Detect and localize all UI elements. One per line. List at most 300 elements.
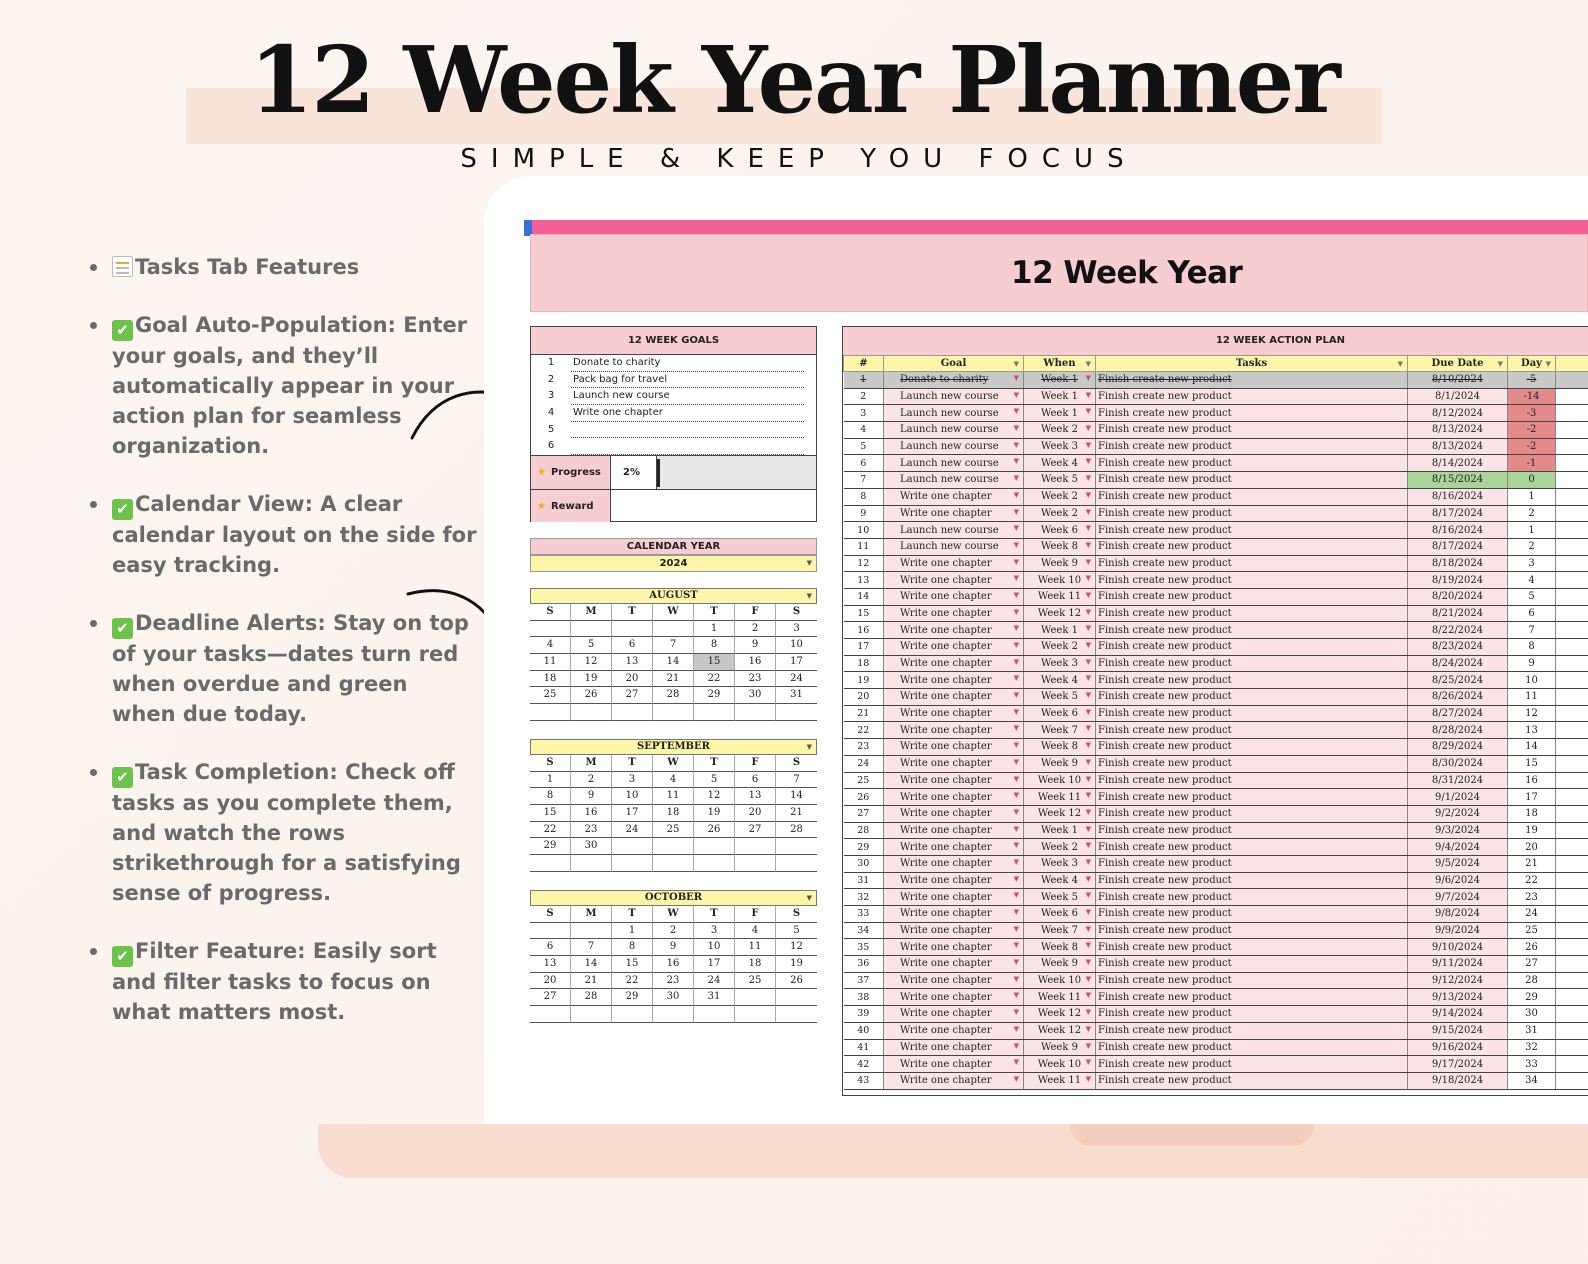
due-date-cell[interactable]: 8/16/2024 <box>1408 522 1508 539</box>
task-cell[interactable]: Finish create new product <box>1096 472 1408 489</box>
completion-checkbox[interactable] <box>1556 488 1588 505</box>
completion-checkbox[interactable] <box>1556 939 1588 956</box>
goal-dropdown[interactable]: Launch new course ▼ <box>884 388 1024 405</box>
goal-dropdown[interactable]: Write one chapter ▼ <box>884 555 1024 572</box>
goal-dropdown[interactable]: Write one chapter ▼ <box>884 972 1024 989</box>
calendar-year-select[interactable]: 2024 ▼ <box>530 555 817 572</box>
week-dropdown[interactable]: Week 1 ▼ <box>1024 372 1096 389</box>
week-dropdown[interactable]: Week 10 ▼ <box>1024 572 1096 589</box>
due-date-cell[interactable]: 9/12/2024 <box>1408 972 1508 989</box>
week-dropdown[interactable]: Week 1 ▼ <box>1024 622 1096 639</box>
check-icon: ✔ <box>112 767 133 788</box>
completion-checkbox[interactable] <box>1556 572 1588 589</box>
goal-dropdown[interactable]: Write one chapter ▼ <box>884 722 1024 739</box>
week-dropdown[interactable]: Week 6 ▼ <box>1024 705 1096 722</box>
task-cell[interactable]: Finish create new product <box>1096 822 1408 839</box>
goal-input[interactable] <box>571 422 804 439</box>
week-dropdown[interactable]: Week 8 ▼ <box>1024 939 1096 956</box>
days-left-cell: 21 <box>1508 855 1556 872</box>
goal-dropdown[interactable]: Write one chapter ▼ <box>884 655 1024 672</box>
task-cell[interactable]: Finish create new product <box>1096 956 1408 973</box>
calendar-day: 28 <box>776 822 817 839</box>
calendar-day: 15 <box>530 805 571 822</box>
column-header[interactable]: When ▼ <box>1024 356 1096 372</box>
week-dropdown[interactable]: Week 12 ▼ <box>1024 1006 1096 1023</box>
reward-input[interactable] <box>611 490 816 522</box>
dropdown-arrow-icon: ▼ <box>1013 941 1019 950</box>
goal-input[interactable]: Write one chapter <box>571 405 804 422</box>
completion-checkbox[interactable] <box>1556 372 1588 389</box>
task-cell[interactable]: Finish create new product <box>1096 872 1408 889</box>
due-date-cell[interactable]: 9/1/2024 <box>1408 789 1508 806</box>
completion-checkbox[interactable] <box>1556 989 1588 1006</box>
goal-dropdown[interactable]: Write one chapter ▼ <box>884 739 1024 756</box>
calendar-day: 19 <box>776 956 817 973</box>
dropdown-arrow-icon: ▼ <box>1085 824 1091 833</box>
month-select[interactable]: AUGUST ▼ <box>530 588 817 604</box>
completion-checkbox[interactable] <box>1556 956 1588 973</box>
goal-dropdown[interactable]: Write one chapter ▼ <box>884 889 1024 906</box>
week-dropdown[interactable]: Week 6 ▼ <box>1024 522 1096 539</box>
completion-checkbox[interactable] <box>1556 522 1588 539</box>
due-date-cell[interactable]: 9/2/2024 <box>1408 805 1508 822</box>
dropdown-arrow-icon: ▼ <box>1013 374 1019 382</box>
due-date-cell[interactable]: 8/17/2024 <box>1408 538 1508 555</box>
due-date-cell[interactable]: 9/14/2024 <box>1408 1006 1508 1023</box>
due-date-cell[interactable]: 9/18/2024 <box>1408 1072 1508 1089</box>
completion-checkbox[interactable] <box>1556 872 1588 889</box>
table-row <box>844 872 1588 889</box>
task-cell[interactable]: Finish create new product <box>1096 722 1408 739</box>
goal-dropdown[interactable]: Launch new course ▼ <box>884 422 1024 439</box>
week-dropdown[interactable]: Week 3 ▼ <box>1024 438 1096 455</box>
week-dropdown[interactable]: Week 10 ▼ <box>1024 1056 1096 1073</box>
due-date-cell[interactable]: 8/27/2024 <box>1408 705 1508 722</box>
week-dropdown[interactable]: Week 12 ▼ <box>1024 805 1096 822</box>
calendar-day: 26 <box>776 973 817 990</box>
task-cell[interactable]: Finish create new product <box>1096 689 1408 706</box>
calendar-day: 5 <box>571 637 612 654</box>
task-cell[interactable]: Finish create new product <box>1096 422 1408 439</box>
calendar-day: 29 <box>694 687 735 704</box>
task-cell[interactable]: Finish create new product <box>1096 789 1408 806</box>
row-number: 18 <box>844 655 884 672</box>
task-cell[interactable]: Finish create new product <box>1096 405 1408 422</box>
completion-checkbox[interactable] <box>1556 906 1588 923</box>
completion-checkbox[interactable] <box>1556 972 1588 989</box>
goal-dropdown[interactable]: Write one chapter ▼ <box>884 588 1024 605</box>
completion-checkbox[interactable] <box>1556 1006 1588 1023</box>
completion-checkbox[interactable] <box>1556 705 1588 722</box>
calendar-day: 12 <box>776 939 817 956</box>
task-cell[interactable]: Finish create new product <box>1096 772 1408 789</box>
due-date-cell[interactable]: 9/13/2024 <box>1408 989 1508 1006</box>
goal-dropdown[interactable]: Write one chapter ▼ <box>884 772 1024 789</box>
table-row <box>844 555 1588 572</box>
completion-checkbox[interactable] <box>1556 689 1588 706</box>
task-cell[interactable]: Finish create new product <box>1096 889 1408 906</box>
completion-checkbox[interactable] <box>1556 805 1588 822</box>
row-number: 42 <box>844 1056 884 1073</box>
month-select[interactable]: SEPTEMBER ▼ <box>530 739 817 755</box>
completion-checkbox[interactable] <box>1556 505 1588 522</box>
due-date-cell[interactable]: 8/21/2024 <box>1408 605 1508 622</box>
week-dropdown[interactable]: Week 5 ▼ <box>1024 689 1096 706</box>
dropdown-arrow-icon: ▼ <box>1085 490 1091 499</box>
dropdown-arrow-icon: ▼ <box>1013 958 1019 967</box>
week-dropdown[interactable]: Week 1 ▼ <box>1024 405 1096 422</box>
week-dropdown[interactable]: Week 6 ▼ <box>1024 906 1096 923</box>
goal-dropdown[interactable]: Write one chapter ▼ <box>884 639 1024 656</box>
row-number: 29 <box>844 839 884 856</box>
goals-heading: 12 WEEK GOALS <box>531 327 816 355</box>
completion-checkbox[interactable] <box>1556 722 1588 739</box>
week-dropdown[interactable]: Week 1 ▼ <box>1024 388 1096 405</box>
action-plan-table <box>843 355 1588 1090</box>
goal-dropdown[interactable]: Write one chapter ▼ <box>884 789 1024 806</box>
days-left-cell: -1 <box>1508 455 1556 472</box>
goal-dropdown[interactable]: Write one chapter ▼ <box>884 505 1024 522</box>
row-number: 31 <box>844 872 884 889</box>
task-cell[interactable]: Finish create new product <box>1096 455 1408 472</box>
completion-checkbox[interactable] <box>1556 822 1588 839</box>
week-dropdown[interactable]: Week 4 ▼ <box>1024 672 1096 689</box>
calendar-day <box>530 923 571 940</box>
table-row <box>844 789 1588 806</box>
task-cell[interactable]: Finish create new product <box>1096 388 1408 405</box>
week-dropdown[interactable]: Week 11 ▼ <box>1024 1072 1096 1089</box>
week-dropdown[interactable]: Week 11 ▼ <box>1024 789 1096 806</box>
due-date-cell[interactable]: 8/17/2024 <box>1408 505 1508 522</box>
goal-input[interactable] <box>571 438 804 455</box>
due-date-cell[interactable]: 8/10/2024 <box>1408 372 1508 389</box>
goal-dropdown[interactable]: Write one chapter ▼ <box>884 839 1024 856</box>
completion-checkbox[interactable] <box>1556 655 1588 672</box>
goal-dropdown[interactable]: Write one chapter ▼ <box>884 755 1024 772</box>
goal-dropdown[interactable]: Write one chapter ▼ <box>884 622 1024 639</box>
task-cell[interactable]: Finish create new product <box>1096 1056 1408 1073</box>
task-cell[interactable]: Finish create new product <box>1096 672 1408 689</box>
task-cell[interactable]: Finish create new product <box>1096 488 1408 505</box>
due-date-cell[interactable]: 9/15/2024 <box>1408 1022 1508 1039</box>
due-date-cell[interactable]: 8/13/2024 <box>1408 422 1508 439</box>
due-date-cell[interactable]: 8/22/2024 <box>1408 622 1508 639</box>
completion-checkbox[interactable] <box>1556 1022 1588 1039</box>
task-cell[interactable]: Finish create new product <box>1096 655 1408 672</box>
goal-dropdown[interactable]: Write one chapter ▼ <box>884 1022 1024 1039</box>
column-header[interactable]: Tasks ▼ <box>1096 356 1408 372</box>
task-cell[interactable]: Finish create new product <box>1096 739 1408 756</box>
column-header[interactable]: Due Date ▼ <box>1408 356 1508 372</box>
week-dropdown[interactable]: Week 9 ▼ <box>1024 755 1096 772</box>
goal-dropdown[interactable]: Write one chapter ▼ <box>884 906 1024 923</box>
due-date-cell[interactable]: 8/26/2024 <box>1408 689 1508 706</box>
days-left-cell: 33 <box>1508 1056 1556 1073</box>
completion-checkbox[interactable] <box>1556 438 1588 455</box>
column-header[interactable]: Day ▼ <box>1508 356 1556 372</box>
completion-checkbox[interactable] <box>1556 1072 1588 1089</box>
due-date-cell[interactable]: 8/1/2024 <box>1408 388 1508 405</box>
completion-checkbox[interactable] <box>1556 1039 1588 1056</box>
days-left-cell: 3 <box>1508 555 1556 572</box>
due-date-cell[interactable]: 9/4/2024 <box>1408 839 1508 856</box>
filter-icon[interactable]: ▼ <box>1085 359 1091 368</box>
due-date-cell[interactable]: 9/8/2024 <box>1408 906 1508 923</box>
dropdown-arrow-icon: ▼ <box>1085 741 1091 750</box>
completion-checkbox[interactable] <box>1556 922 1588 939</box>
completion-checkbox[interactable] <box>1556 889 1588 906</box>
goal-number: 3 <box>547 390 555 402</box>
goal-dropdown[interactable]: Launch new course ▼ <box>884 472 1024 489</box>
column-header[interactable]: # <box>844 356 884 372</box>
goal-dropdown[interactable]: Write one chapter ▼ <box>884 805 1024 822</box>
task-cell[interactable]: Finish create new product <box>1096 572 1408 589</box>
table-row <box>844 1006 1588 1023</box>
calendar-day: 21 <box>571 973 612 990</box>
week-dropdown[interactable]: Week 11 ▼ <box>1024 588 1096 605</box>
goal-dropdown[interactable]: Write one chapter ▼ <box>884 1006 1024 1023</box>
row-number: 32 <box>844 889 884 906</box>
goal-dropdown[interactable]: Write one chapter ▼ <box>884 922 1024 939</box>
week-dropdown[interactable]: Week 2 ▼ <box>1024 505 1096 522</box>
dropdown-arrow-icon: ▼ <box>1085 1024 1091 1033</box>
goal-dropdown[interactable]: Write one chapter ▼ <box>884 872 1024 889</box>
due-date-cell[interactable]: 8/25/2024 <box>1408 672 1508 689</box>
due-date-cell[interactable]: 8/16/2024 <box>1408 488 1508 505</box>
due-date-cell[interactable]: 8/13/2024 <box>1408 438 1508 455</box>
month-select[interactable]: OCTOBER ▼ <box>530 890 817 906</box>
due-date-cell[interactable]: 8/15/2024 <box>1408 472 1508 489</box>
goal-dropdown[interactable]: Write one chapter ▼ <box>884 822 1024 839</box>
row-number: 16 <box>844 622 884 639</box>
goal-dropdown[interactable]: Write one chapter ▼ <box>884 989 1024 1006</box>
completion-checkbox[interactable] <box>1556 789 1588 806</box>
due-date-cell[interactable]: 8/30/2024 <box>1408 755 1508 772</box>
task-cell[interactable]: Finish create new product <box>1096 755 1408 772</box>
task-cell[interactable]: Finish create new product <box>1096 538 1408 555</box>
week-dropdown[interactable]: Week 10 ▼ <box>1024 772 1096 789</box>
task-cell[interactable]: Finish create new product <box>1096 906 1408 923</box>
due-date-cell[interactable]: 8/18/2024 <box>1408 555 1508 572</box>
week-dropdown[interactable]: Week 2 ▼ <box>1024 488 1096 505</box>
filter-icon[interactable]: ▼ <box>1545 359 1551 368</box>
due-date-cell[interactable]: 8/19/2024 <box>1408 572 1508 589</box>
week-dropdown[interactable]: Week 11 ▼ <box>1024 989 1096 1006</box>
goal-dropdown[interactable]: Launch new course ▼ <box>884 455 1024 472</box>
calendar-day <box>612 838 653 855</box>
dropdown-arrow-icon: ▼ <box>1013 557 1019 566</box>
goal-input[interactable]: Launch new course <box>571 388 804 405</box>
goal-dropdown[interactable]: Write one chapter ▼ <box>884 1072 1024 1089</box>
table-row <box>844 488 1588 505</box>
week-dropdown[interactable]: Week 7 ▼ <box>1024 922 1096 939</box>
calendar-day <box>612 704 653 721</box>
goal-dropdown[interactable]: Write one chapter ▼ <box>884 705 1024 722</box>
completion-checkbox[interactable] <box>1556 855 1588 872</box>
completion-checkbox[interactable] <box>1556 455 1588 472</box>
task-cell[interactable]: Finish create new product <box>1096 855 1408 872</box>
week-dropdown[interactable]: Week 9 ▼ <box>1024 555 1096 572</box>
goal-dropdown[interactable]: Launch new course ▼ <box>884 522 1024 539</box>
week-dropdown[interactable]: Week 2 ▼ <box>1024 839 1096 856</box>
goals-panel <box>530 326 817 522</box>
calendar-day: 14 <box>776 788 817 805</box>
accent-bar <box>524 220 1588 234</box>
goal-dropdown[interactable]: Launch new course ▼ <box>884 405 1024 422</box>
task-cell[interactable]: Finish create new product <box>1096 555 1408 572</box>
goal-dropdown[interactable]: Write one chapter ▼ <box>884 855 1024 872</box>
completion-checkbox[interactable] <box>1556 639 1588 656</box>
calendar-day: 25 <box>530 687 571 704</box>
week-dropdown[interactable]: Week 3 ▼ <box>1024 855 1096 872</box>
task-cell[interactable]: Finish create new product <box>1096 622 1408 639</box>
table-row <box>844 438 1588 455</box>
task-cell[interactable]: Finish create new product <box>1096 372 1408 389</box>
task-cell[interactable]: Finish create new product <box>1096 1022 1408 1039</box>
filter-icon[interactable]: ▼ <box>1497 359 1503 368</box>
dropdown-arrow-icon: ▼ <box>1085 1074 1091 1083</box>
due-date-cell[interactable]: 9/3/2024 <box>1408 822 1508 839</box>
week-dropdown[interactable]: Week 8 ▼ <box>1024 739 1096 756</box>
completion-checkbox[interactable] <box>1556 472 1588 489</box>
completion-checkbox[interactable] <box>1556 755 1588 772</box>
week-dropdown[interactable]: Week 4 ▼ <box>1024 455 1096 472</box>
goal-dropdown[interactable]: Write one chapter ▼ <box>884 1056 1024 1073</box>
week-dropdown[interactable]: Week 3 ▼ <box>1024 655 1096 672</box>
feature-text: Deadline Alerts: Stay on top of your tasks—dates turn red when overdue and green when due today. <box>112 611 469 726</box>
completion-checkbox[interactable] <box>1556 839 1588 856</box>
calendar-day <box>571 621 612 638</box>
goal-input[interactable]: Donate to charity <box>571 355 804 372</box>
task-cell[interactable]: Finish create new product <box>1096 1006 1408 1023</box>
sheet-banner <box>530 234 1588 312</box>
column-header[interactable]: Goal ▼ <box>884 356 1024 372</box>
calendar-day: 8 <box>694 637 735 654</box>
goal-dropdown[interactable]: Write one chapter ▼ <box>884 939 1024 956</box>
week-dropdown[interactable]: Week 2 ▼ <box>1024 639 1096 656</box>
week-dropdown[interactable]: Week 1 ▼ <box>1024 822 1096 839</box>
task-cell[interactable]: Finish create new product <box>1096 1039 1408 1056</box>
week-dropdown[interactable]: Week 9 ▼ <box>1024 1039 1096 1056</box>
completion-checkbox[interactable] <box>1556 772 1588 789</box>
completion-checkbox[interactable] <box>1556 588 1588 605</box>
row-number: 33 <box>844 906 884 923</box>
goal-dropdown[interactable]: Donate to charity ▼ <box>884 372 1024 389</box>
week-dropdown[interactable]: Week 5 ▼ <box>1024 472 1096 489</box>
filter-icon[interactable]: ▼ <box>1013 359 1019 368</box>
task-cell[interactable]: Finish create new product <box>1096 939 1408 956</box>
dropdown-arrow-icon: ▼ <box>1085 374 1091 382</box>
table-row <box>844 722 1588 739</box>
week-dropdown[interactable]: Week 5 ▼ <box>1024 889 1096 906</box>
task-cell[interactable]: Finish create new product <box>1096 805 1408 822</box>
week-dropdown[interactable]: Week 8 ▼ <box>1024 538 1096 555</box>
goal-input[interactable]: Pack bag for travel <box>571 372 804 389</box>
task-cell[interactable]: Finish create new product <box>1096 972 1408 989</box>
due-date-cell[interactable]: 8/24/2024 <box>1408 655 1508 672</box>
week-dropdown[interactable]: Week 10 ▼ <box>1024 972 1096 989</box>
goal-dropdown[interactable]: Launch new course ▼ <box>884 438 1024 455</box>
goal-dropdown[interactable]: Write one chapter ▼ <box>884 488 1024 505</box>
due-date-cell[interactable]: 9/16/2024 <box>1408 1039 1508 1056</box>
dropdown-arrow-icon: ▼ <box>1013 974 1019 983</box>
completion-checkbox[interactable] <box>1556 388 1588 405</box>
completion-checkbox[interactable] <box>1556 1056 1588 1073</box>
due-date-cell[interactable]: 8/12/2024 <box>1408 405 1508 422</box>
task-cell[interactable]: Finish create new product <box>1096 639 1408 656</box>
filter-icon[interactable]: ▼ <box>1397 359 1403 368</box>
due-date-cell[interactable]: 9/10/2024 <box>1408 939 1508 956</box>
due-date-cell[interactable]: 9/9/2024 <box>1408 922 1508 939</box>
due-date-cell[interactable]: 9/5/2024 <box>1408 855 1508 872</box>
completion-checkbox[interactable] <box>1556 555 1588 572</box>
days-left-cell: 4 <box>1508 572 1556 589</box>
row-number: 15 <box>844 605 884 622</box>
due-date-cell[interactable]: 9/6/2024 <box>1408 872 1508 889</box>
task-cell[interactable]: Finish create new product <box>1096 1072 1408 1089</box>
week-dropdown[interactable]: Week 12 ▼ <box>1024 605 1096 622</box>
completion-checkbox[interactable] <box>1556 605 1588 622</box>
calendar-day: 19 <box>571 671 612 688</box>
task-cell[interactable]: Finish create new product <box>1096 505 1408 522</box>
due-date-cell[interactable]: 8/20/2024 <box>1408 588 1508 605</box>
goal-dropdown[interactable]: Write one chapter ▼ <box>884 672 1024 689</box>
completion-checkbox[interactable] <box>1556 622 1588 639</box>
completion-checkbox[interactable] <box>1556 739 1588 756</box>
goal-dropdown[interactable]: Write one chapter ▼ <box>884 605 1024 622</box>
dropdown-arrow-icon: ▼ <box>806 591 812 600</box>
goal-dropdown[interactable]: Write one chapter ▼ <box>884 1039 1024 1056</box>
completion-checkbox[interactable] <box>1556 405 1588 422</box>
week-dropdown[interactable]: Week 2 ▼ <box>1024 422 1096 439</box>
due-date-cell[interactable]: 8/29/2024 <box>1408 739 1508 756</box>
goal-dropdown[interactable]: Write one chapter ▼ <box>884 572 1024 589</box>
task-cell[interactable]: Finish create new product <box>1096 989 1408 1006</box>
task-cell[interactable]: Finish create new product <box>1096 588 1408 605</box>
task-cell[interactable]: Finish create new product <box>1096 705 1408 722</box>
completion-checkbox[interactable] <box>1556 672 1588 689</box>
completion-checkbox[interactable] <box>1556 422 1588 439</box>
calendar-day: 5 <box>776 923 817 940</box>
due-date-cell[interactable]: 9/17/2024 <box>1408 1056 1508 1073</box>
week-dropdown[interactable]: Week 9 ▼ <box>1024 956 1096 973</box>
week-dropdown[interactable]: Week 12 ▼ <box>1024 1022 1096 1039</box>
due-date-cell[interactable]: 9/7/2024 <box>1408 889 1508 906</box>
task-cell[interactable]: Finish create new product <box>1096 922 1408 939</box>
task-cell[interactable]: Finish create new product <box>1096 438 1408 455</box>
calendar-day: 21 <box>776 805 817 822</box>
row-number: 28 <box>844 822 884 839</box>
calendar-day: 12 <box>571 654 612 671</box>
goal-number: 4 <box>547 407 555 419</box>
due-date-cell[interactable]: 9/11/2024 <box>1408 956 1508 973</box>
goal-dropdown[interactable]: Write one chapter ▼ <box>884 956 1024 973</box>
row-number: 21 <box>844 705 884 722</box>
task-cell[interactable]: Finish create new product <box>1096 839 1408 856</box>
week-dropdown[interactable]: Week 4 ▼ <box>1024 872 1096 889</box>
goal-dropdown[interactable]: Write one chapter ▼ <box>884 689 1024 706</box>
task-cell[interactable]: Finish create new product <box>1096 522 1408 539</box>
due-date-cell[interactable]: 8/31/2024 <box>1408 772 1508 789</box>
due-date-cell[interactable]: 8/28/2024 <box>1408 722 1508 739</box>
goal-dropdown[interactable]: Launch new course ▼ <box>884 538 1024 555</box>
calendar-day: 1 <box>530 772 571 789</box>
due-date-cell[interactable]: 8/14/2024 <box>1408 455 1508 472</box>
task-cell[interactable]: Finish create new product <box>1096 605 1408 622</box>
completion-checkbox[interactable] <box>1556 538 1588 555</box>
week-dropdown[interactable]: Week 7 ▼ <box>1024 722 1096 739</box>
due-date-cell[interactable]: 8/23/2024 <box>1408 639 1508 656</box>
